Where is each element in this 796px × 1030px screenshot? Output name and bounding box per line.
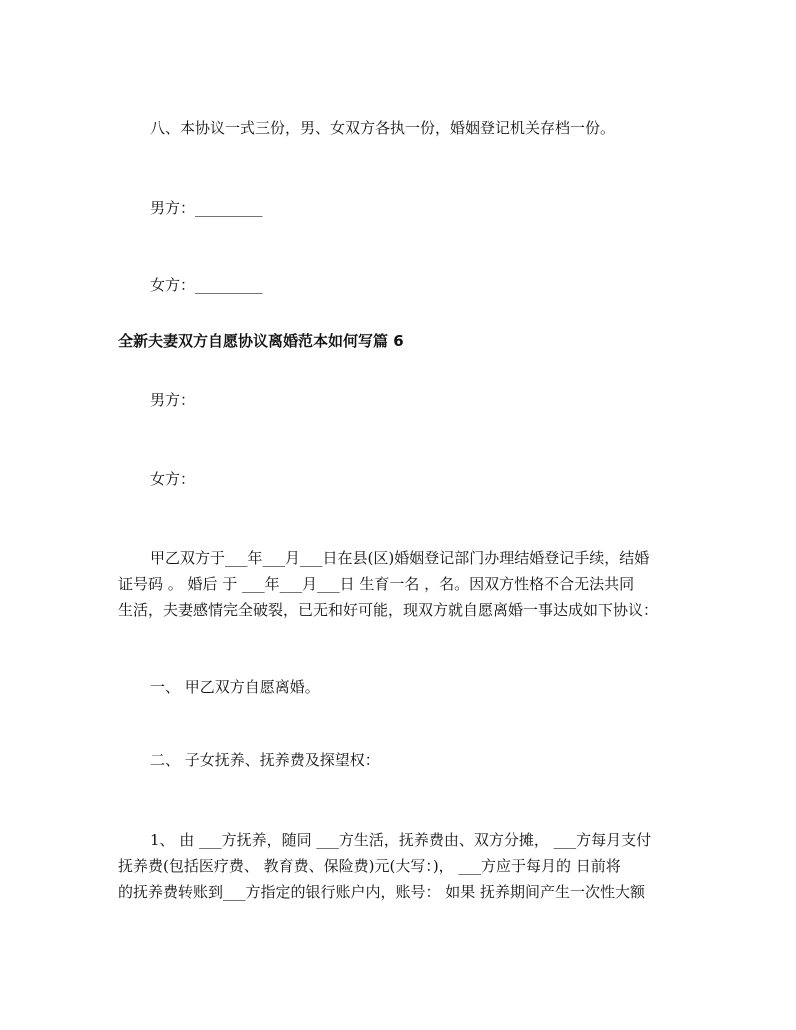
male-signature-line: 男方：_________ bbox=[150, 199, 263, 217]
sub-item-1-line-3: 的抚养费转账到___方指定的银行账户内，账号： 如果 抚养期间产生一次性大额 bbox=[118, 883, 646, 901]
intro-line-1: 甲乙双方于___年___月___日在县(区)婚姻登记部门办理结婚登记手续，结婚 bbox=[150, 549, 650, 567]
sub-item-1-line-2: 抚养费(包括医疗费、 教育费、保险费)元(大写：)， ___方应于每月的 日前将 bbox=[118, 857, 621, 875]
intro-line-2: 证号码 。 婚后 于 ___年___月___日 生育一名 ，名。因双方性格不合无法共同 bbox=[118, 575, 635, 593]
item-2-text: 二、 子女抚养、抚养费及探望权： bbox=[150, 751, 380, 769]
section-heading: 全新夫妻双方自愿协议离婚范本如何写篇 6 bbox=[118, 332, 404, 350]
female-signature-line: 女方：_________ bbox=[150, 276, 263, 294]
male-label: 男方： bbox=[150, 391, 196, 409]
clause-8-text: 八、本协议一式三份，男、女双方各执一份，婚姻登记机关存档一份。 bbox=[150, 119, 616, 137]
intro-line-3: 生活，夫妻感情完全破裂，已无和好可能，现双方就自愿离婚一事达成如下协议： bbox=[118, 601, 659, 619]
female-label: 女方： bbox=[150, 470, 196, 488]
sub-item-1-line-1: 1、 由 ___方抚养，随同 ___方生活，抚养费由、双方分摊， ___方每月支付 bbox=[150, 831, 652, 849]
item-1-text: 一、 甲乙双方自愿离婚。 bbox=[150, 678, 320, 696]
